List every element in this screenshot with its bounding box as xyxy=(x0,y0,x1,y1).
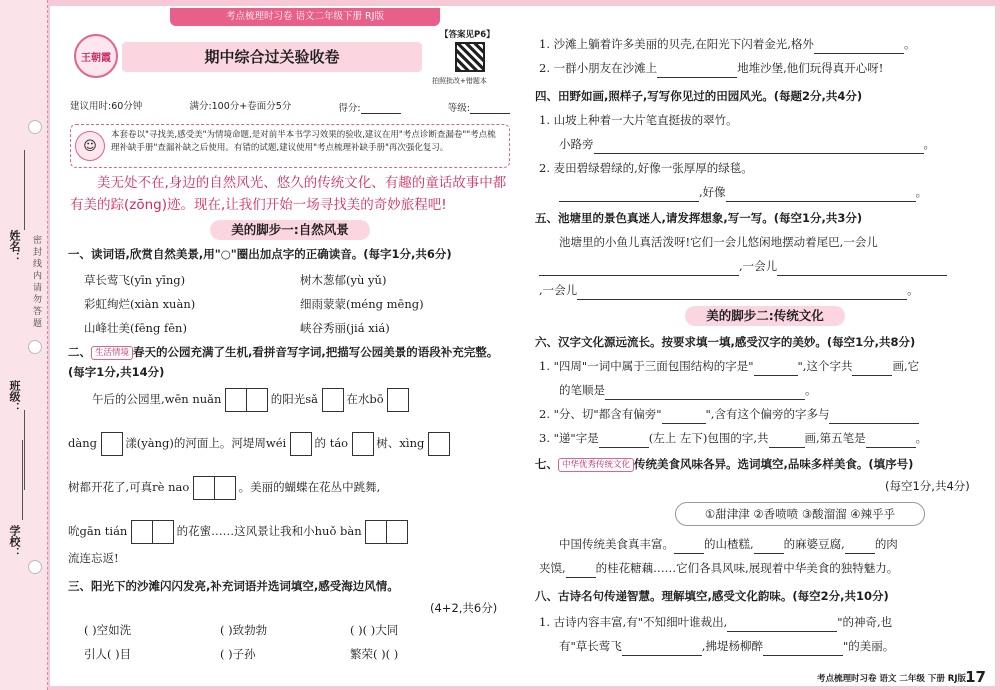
q2-line-2: dàng 漾(yàng)的河面上。河堤周wéi 的 táo 树、xìng xyxy=(68,432,449,456)
answer-box-group[interactable] xyxy=(225,392,267,406)
class-label: 班级： xyxy=(8,380,21,413)
q8-item-1b: 有"草长莺飞 ,拂堤杨柳醉 "的美丽。 xyxy=(559,636,894,656)
q1-heading: 一、读词语,欣赏自然美景,用"○"圈出加点字的正确读音。(每字1分,共6分) xyxy=(68,247,452,261)
q4-answer-2: ,好像 。 xyxy=(559,182,927,202)
q7-score: (每空1分,共4分) xyxy=(885,479,970,493)
answer-box-group[interactable] xyxy=(365,524,407,538)
section-title-culture: 美的脚步二:传统文化 xyxy=(685,306,845,326)
q4-answer-1: 小路旁 。 xyxy=(559,134,935,154)
answer-blank[interactable] xyxy=(577,284,907,300)
answer-blank[interactable] xyxy=(539,260,739,276)
answer-blank[interactable] xyxy=(594,138,924,154)
answer-box-group[interactable] xyxy=(101,436,122,450)
q6-item-1: 1. "四周"一词中属于三面包围结构的字是" ",这个字共 画,它 xyxy=(539,356,919,376)
q5-line-3: ,一会儿 。 xyxy=(539,280,919,300)
exam-page xyxy=(50,6,995,686)
answer-blank[interactable] xyxy=(829,408,919,424)
seal-note: 密 封 线 内 请 勿 答 题 xyxy=(31,235,41,328)
q3-sentence-2: 2. 一群小朋友在沙滩上 地堆沙堡,他们玩得真开心呀! xyxy=(539,58,883,78)
note-text: 本套卷以"寻找美,感受美"为情境命题,是对前半本书学习效果的验收,建议在用"考点诊断查漏卷""考点梳理补缺手册"查漏补缺之后使用。有错的试题,建议使用"考点梳理补缺手册"再次强化复习。 xyxy=(111,130,496,153)
q3-item[interactable]: ( )空如洗 xyxy=(84,623,132,637)
q3-item[interactable]: ( )致勃勃 xyxy=(220,623,268,637)
page-title: 期中综合过关验收卷 xyxy=(122,42,422,72)
answer-box-group[interactable] xyxy=(428,436,449,450)
instruction-note xyxy=(70,124,510,168)
binding-hole xyxy=(28,340,42,354)
answer-blank[interactable] xyxy=(559,186,699,202)
answer-blank[interactable] xyxy=(622,640,702,656)
answer-box-group[interactable] xyxy=(322,392,343,406)
q2-heading: 二、 生活情境 春天的公园充满了生机,看拼音写字词,把描写公园美景的语段补充完整。(每字1分,共14分) xyxy=(68,345,499,379)
answer-reference: 【答案见P6】 xyxy=(440,30,495,40)
q7-options: ①甜津津 ②香喷喷 ③酸溜溜 ④辣乎乎 xyxy=(675,502,925,526)
answer-blank[interactable] xyxy=(866,432,916,448)
q2-line-3: 树都开花了,可真rè nao 。美丽的蝴蝶在花丛中跳舞, xyxy=(68,476,380,500)
answer-blank[interactable] xyxy=(852,360,892,376)
q3-item[interactable]: ( )子孙 xyxy=(220,647,256,661)
q6-item-2: 2. "分、切"都含有偏旁" ",含有这个偏旁的字多与 xyxy=(539,404,919,424)
qr-label: 拍照批改+错题本 xyxy=(432,77,487,85)
score-field[interactable]: 得分: xyxy=(338,98,400,114)
q1-word[interactable]: 彩虹绚烂(xiàn xuàn) xyxy=(84,297,196,311)
q4-example-1: 1. 山坡上种着一大片笔直挺拔的翠竹。 xyxy=(539,113,738,127)
answer-blank[interactable] xyxy=(657,62,737,78)
q3-score: (4+2,共6分) xyxy=(430,601,498,615)
answer-box-group[interactable] xyxy=(387,392,408,406)
q1-word[interactable]: 细雨蒙蒙(méng mēng) xyxy=(300,297,424,311)
brand-logo: 王朝霞 xyxy=(74,34,118,78)
section-title-nature: 美的脚步一:自然风景 xyxy=(210,220,370,240)
answer-blank[interactable] xyxy=(814,38,904,54)
q5-line-1: 池塘里的小鱼儿真活泼呀!它们一会儿悠闲地摆动着尾巴,一会儿 xyxy=(559,235,878,249)
q1-word[interactable]: 峡谷秀丽(jiá xiá) xyxy=(300,321,390,335)
q3-item[interactable]: 繁荣( )( ) xyxy=(350,647,399,661)
answer-blank[interactable] xyxy=(763,640,843,656)
q6-item-3: 3. "递"字是 (左上 左下)包围的字,共 画,第五笔是 。 xyxy=(539,428,927,448)
q5-heading: 五、池塘里的景色真迷人,请发挥想象,写一写。(每空1分,共3分) xyxy=(535,211,863,225)
answer-blank[interactable] xyxy=(769,432,805,448)
binding-margin xyxy=(0,0,48,690)
q2-line-4: 吮gān tián 的花蜜……这风景让我和小huǒ bàn xyxy=(68,520,407,544)
name-field[interactable] xyxy=(24,150,25,230)
q3-sentence-1: 1. 沙滩上躺着许多美丽的贝壳,在阳光下闪着金光,格外 。 xyxy=(539,34,915,54)
school-label: 学校： xyxy=(8,525,21,558)
answer-blank[interactable] xyxy=(845,538,875,554)
footer-text: 考点梳理时习卷 语文 二年级 下册 RJ版 xyxy=(816,674,966,684)
q8-item-1: 1. 古诗内容丰富,有"不知细叶谁裁出, "的神奇,也 xyxy=(539,612,892,632)
q1-word[interactable]: 树木葱郁(yù yǔ) xyxy=(300,273,387,287)
intro-text: 美无处不在,身边的自然风光、悠久的传统文化、有趣的童话故事中都有美的踪(zōng)迹。现在,让我们开始一场寻找美的奇妙旅程吧! xyxy=(70,175,507,213)
answer-blank[interactable] xyxy=(605,384,805,400)
grade-field[interactable]: 等级: xyxy=(448,98,510,114)
q1-word[interactable]: 草长莺飞(yīn yīng) xyxy=(84,273,186,287)
suggested-time: 建议用时:60分钟 xyxy=(70,101,143,112)
q3-item[interactable]: 引人( )目 xyxy=(84,647,132,661)
q2-line-5: 流连忘返! xyxy=(68,551,119,565)
left-column xyxy=(60,6,515,686)
q6-item-1b: 的笔顺是 。 xyxy=(559,380,817,400)
answer-box-group[interactable] xyxy=(290,436,311,450)
answer-blank[interactable] xyxy=(599,432,649,448)
right-column xyxy=(535,6,990,686)
q2-line-1: 午后的公园里,wēn nuǎn 的阳光sǎ 在水bō xyxy=(92,388,408,412)
q8-heading: 八、古诗名句传递智慧。理解填空,感受文化韵味。(每空2分,共10分) xyxy=(535,589,889,603)
answer-blank[interactable] xyxy=(754,538,784,554)
answer-blank[interactable] xyxy=(777,260,947,276)
q6-heading: 六、汉字文化源远流长。按要求填一填,感受汉字的美妙。(每空1分,共8分) xyxy=(535,335,916,349)
q7-heading: 七、 中华优秀传统文化 传统美食风味各异。选词填空,品味多样美食。(填序号) xyxy=(535,457,914,471)
q4-example-2: 2. 麦田碧绿碧绿的,好像一张厚厚的绿毯。 xyxy=(539,161,753,175)
answer-blank[interactable] xyxy=(674,538,704,554)
answer-blank[interactable] xyxy=(754,360,798,376)
q7-line-1: 中国传统美食真丰富。 的山楂糕, 的麻婆豆腐, 的肉 xyxy=(559,534,898,554)
school-field[interactable] xyxy=(22,440,23,520)
answer-box-group[interactable] xyxy=(131,524,173,538)
q5-line-2: ,一会儿 xyxy=(539,256,947,276)
page-number: 17 xyxy=(965,668,986,686)
binding-hole xyxy=(28,560,42,574)
q7-line-2: 夹馍, 的桂花糖藕……它们各具风味,展现着中华美食的独特魅力。 xyxy=(539,558,898,578)
name-label: 姓名： xyxy=(8,230,21,263)
answer-box-group[interactable] xyxy=(193,480,235,494)
q3-item[interactable]: ( )( )大同 xyxy=(350,623,399,637)
answer-blank[interactable] xyxy=(566,562,596,578)
full-score: 满分:100分+卷面分5分 xyxy=(189,101,292,112)
q2-tag: 生活情境 xyxy=(91,346,133,360)
answer-blank[interactable] xyxy=(726,186,916,202)
girl-avatar-icon: ☺ xyxy=(75,131,105,161)
header-topbar: 考点梳理时习卷 语文二年级下册 RJ版 xyxy=(170,8,440,26)
q3-heading: 三、阳光下的沙滩闪闪发亮,补充词语并选词填空,感受海边风情。 xyxy=(68,579,399,593)
answer-box-group[interactable] xyxy=(352,436,373,450)
q1-word[interactable]: 山峰壮美(fēng fēn) xyxy=(84,321,187,335)
q4-heading: 四、田野如画,照样子,写写你见过的田园风光。(每题2分,共4分) xyxy=(535,89,863,103)
answer-blank[interactable] xyxy=(662,408,706,424)
qr-code-icon[interactable] xyxy=(455,42,485,72)
answer-blank[interactable] xyxy=(727,616,837,632)
exam-meta xyxy=(70,98,510,114)
binding-hole xyxy=(28,120,42,134)
q7-tag: 中华优秀传统文化 xyxy=(558,458,634,472)
class-field[interactable] xyxy=(24,410,25,490)
